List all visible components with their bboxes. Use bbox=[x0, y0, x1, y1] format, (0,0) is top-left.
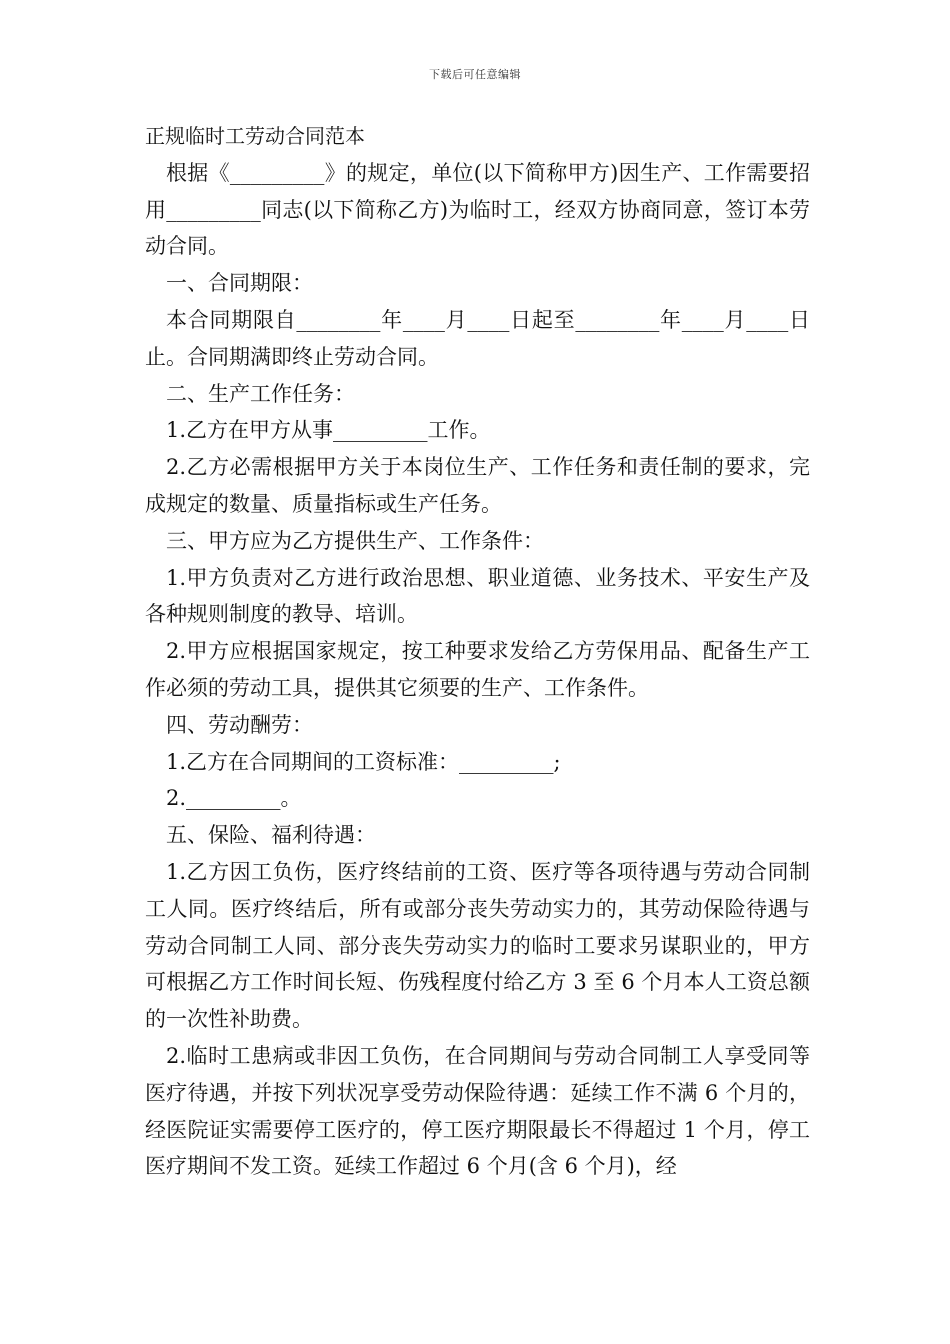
section-heading-pay: 四、劳动酬劳： bbox=[166, 712, 313, 737]
paragraph-pay-2: 2._________。 bbox=[166, 786, 302, 811]
section-heading-conditions: 三、甲方应为乙方提供生产、工作条件： bbox=[166, 528, 544, 553]
document-title: 正规临时工劳动合同范本 bbox=[145, 124, 365, 148]
paragraph-tasks-1: 1.乙方在甲方从事_________工作。 bbox=[166, 418, 491, 443]
section-heading-tasks: 二、生产工作任务： bbox=[166, 381, 355, 406]
paragraph-term: 本合同期限自________年____月____日起至________年____月____日止。合同期满即终止劳动合同。 bbox=[145, 307, 810, 369]
paragraph-tasks-2: 2.乙方必需根据甲方关于本岗位生产、工作任务和责任制的要求，完成规定的数量、质量指标或生产任务。 bbox=[145, 455, 810, 516]
paragraph-insurance-1: 1.乙方因工负伤，医疗终结前的工资、医疗等各项待遇与劳动合同制工人同。医疗终结后，所有或部分丧失劳动实力的，其劳动保险待遇与劳动合同制工人同、部分丧失劳动实力的临时工要求另谋职业的，甲方可根据乙方工作时间长短、伤残程度付给乙方 3 至 6 个月本人工资总额的一次性补助费。 bbox=[145, 859, 810, 1032]
header-note: 下载后可任意编辑 bbox=[429, 68, 521, 81]
section-heading-insurance: 五、保险、福利待遇： bbox=[166, 823, 376, 848]
paragraph-pay-1: 1.乙方在合同期间的工资标准：_________; bbox=[166, 749, 561, 774]
paragraph-preamble: 根据《_________》的规定，单位(以下简称甲方)因生产、工作需要招用_________同志(以下简称乙方)为临时工，经双方协商同意，签订本劳动合同。 bbox=[145, 160, 810, 259]
document-body bbox=[145, 118, 810, 1185]
paragraph-insurance-2: 2.临时工患病或非因工负伤，在合同期间与劳动合同制工人享受同等医疗待遇，并按下列状况享受劳动保险待遇：延续工作不满 6 个月的，经医院证实需要停工医疗的，停工医疗期限最长不得超过 1 个月，停工医疗期间不发工资。延续工作超过 6 个月(含 6 个月)，经 bbox=[145, 1043, 810, 1179]
section-heading-term: 一、合同期限： bbox=[166, 271, 313, 296]
paragraph-conditions-2: 2.甲方应根据国家规定，按工种要求发给乙方劳保用品、配备生产工作必须的劳动工具，提供其它须要的生产、工作条件。 bbox=[145, 639, 810, 700]
paragraph-conditions-1: 1.甲方负责对乙方进行政治思想、职业道德、业务技术、平安生产及各种规则制度的教导、培训。 bbox=[145, 565, 810, 627]
